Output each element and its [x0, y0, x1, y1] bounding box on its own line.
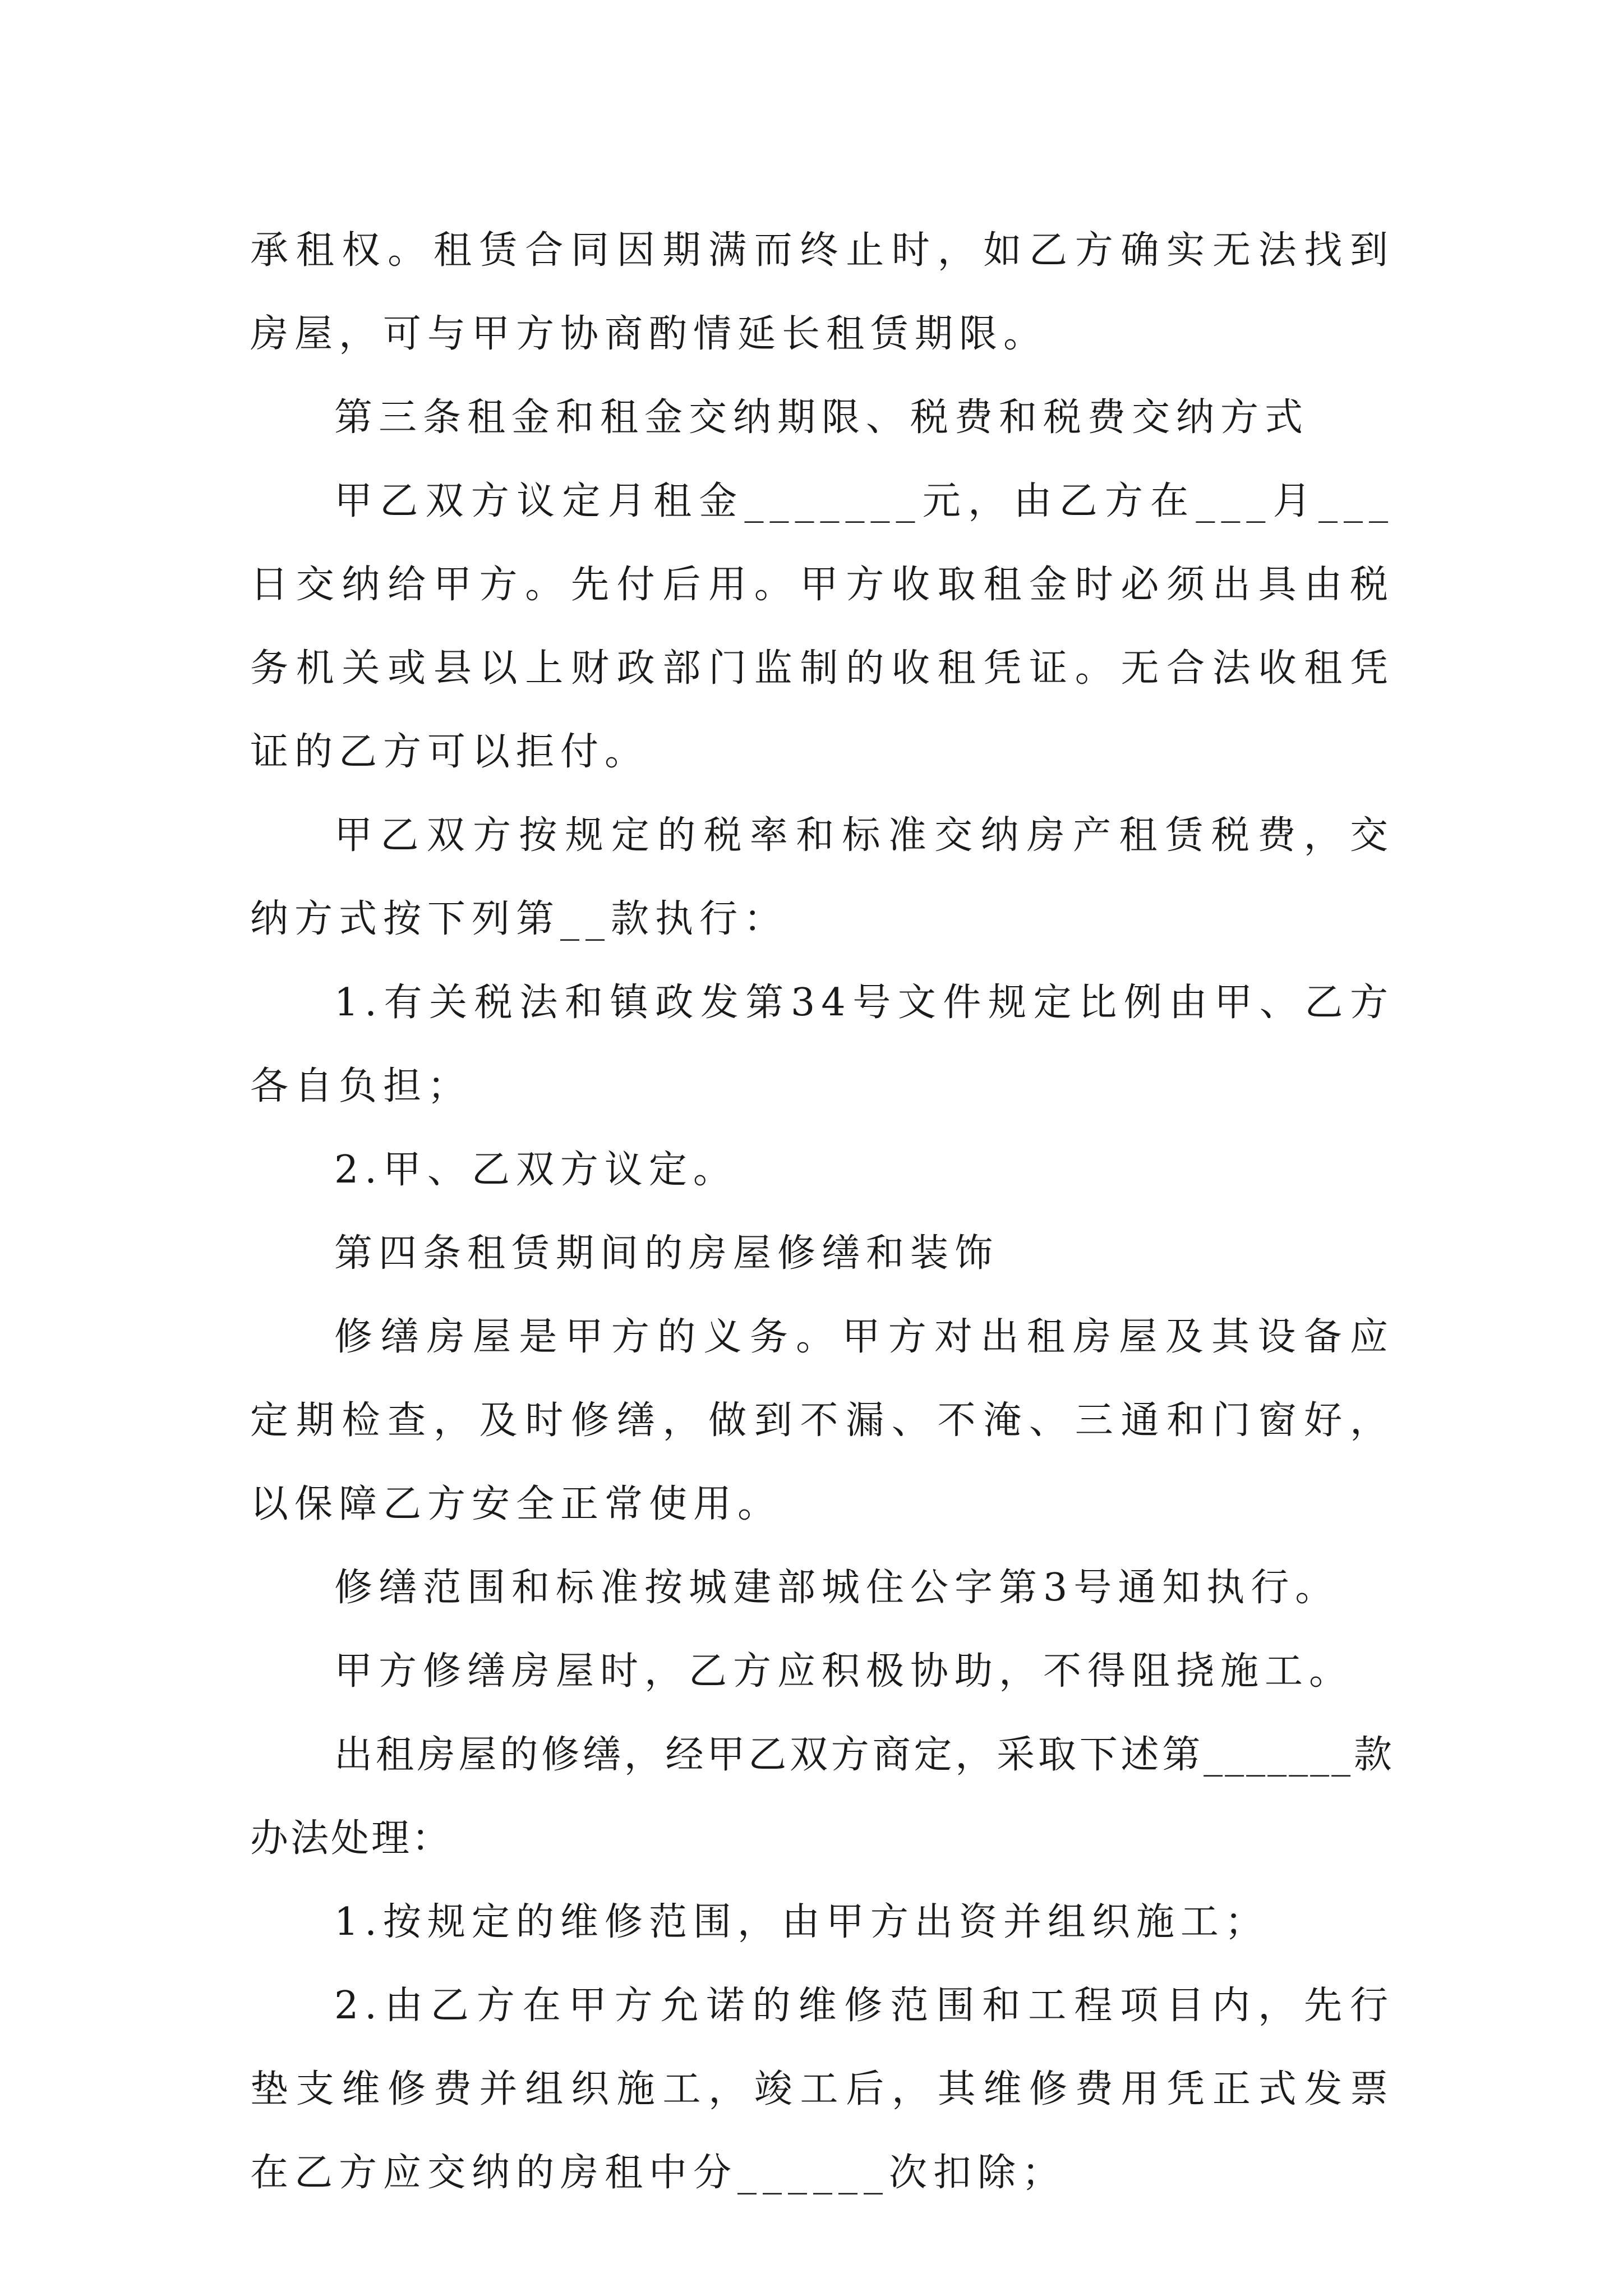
paragraph-repair-scope: 修缮范围和标准按城建部城住公字第3号通知执行。 [334, 1566, 1340, 1610]
paragraph-monthly-rent: 甲乙双方议定月租金_______元，由乙方在___月___日交纳给甲方。先付后用。甲方收取租金时必须出具由税务机关或县以上财政部门监制的收租凭证。无合法收租凭证的乙方可以拒付。 [250, 479, 1394, 774]
paragraph-repair-duty: 修缮房屋是甲方的义务。甲方对出租房屋及其设备应定期检查，及时修缮，做到不漏、不淹、三通和门窗好，以保障乙方安全正常使用。 [250, 1315, 1394, 1526]
paragraph-tax-payment: 甲乙双方按规定的税率和标准交纳房产租赁税费，交纳方式按下列第__款执行： [250, 813, 1394, 941]
list-item-tax-1: 1.有关税法和镇政发第34号文件规定比例由甲、乙方各自负担； [250, 981, 1394, 1108]
list-item-repair-1: 1.按规定的维修范围，由甲方出资并组织施工； [334, 1900, 1269, 1944]
heading-article-4: 第四条租赁期间的房屋修缮和装饰 [334, 1231, 999, 1276]
paragraph-lease-renewal: 承租权。租赁合同因期满而终止时，如乙方确实无法找到房屋，可与甲方协商酌情延长租赁期限。 [250, 228, 1394, 356]
paragraph-repair-cooperation: 甲方修缮房屋时，乙方应积极协助，不得阻挠施工。 [334, 1649, 1354, 1694]
list-item-repair-2: 2.由乙方在甲方允诺的维修范围和工程项目内，先行垫支维修费并组织施工，竣工后，其维修费用凭正式发票在乙方应交纳的房租中分______次扣除； [250, 1984, 1394, 2195]
document-body [250, 209, 1394, 2215]
list-item-tax-2: 2.甲、乙双方议定。 [334, 1148, 737, 1192]
paragraph-repair-method: 出租房屋的修缮，经甲乙双方商定，采取下述第_______款办法处理： [250, 1733, 1394, 1861]
heading-article-3: 第三条租金和租金交纳期限、税费和税费交纳方式 [334, 395, 1310, 440]
